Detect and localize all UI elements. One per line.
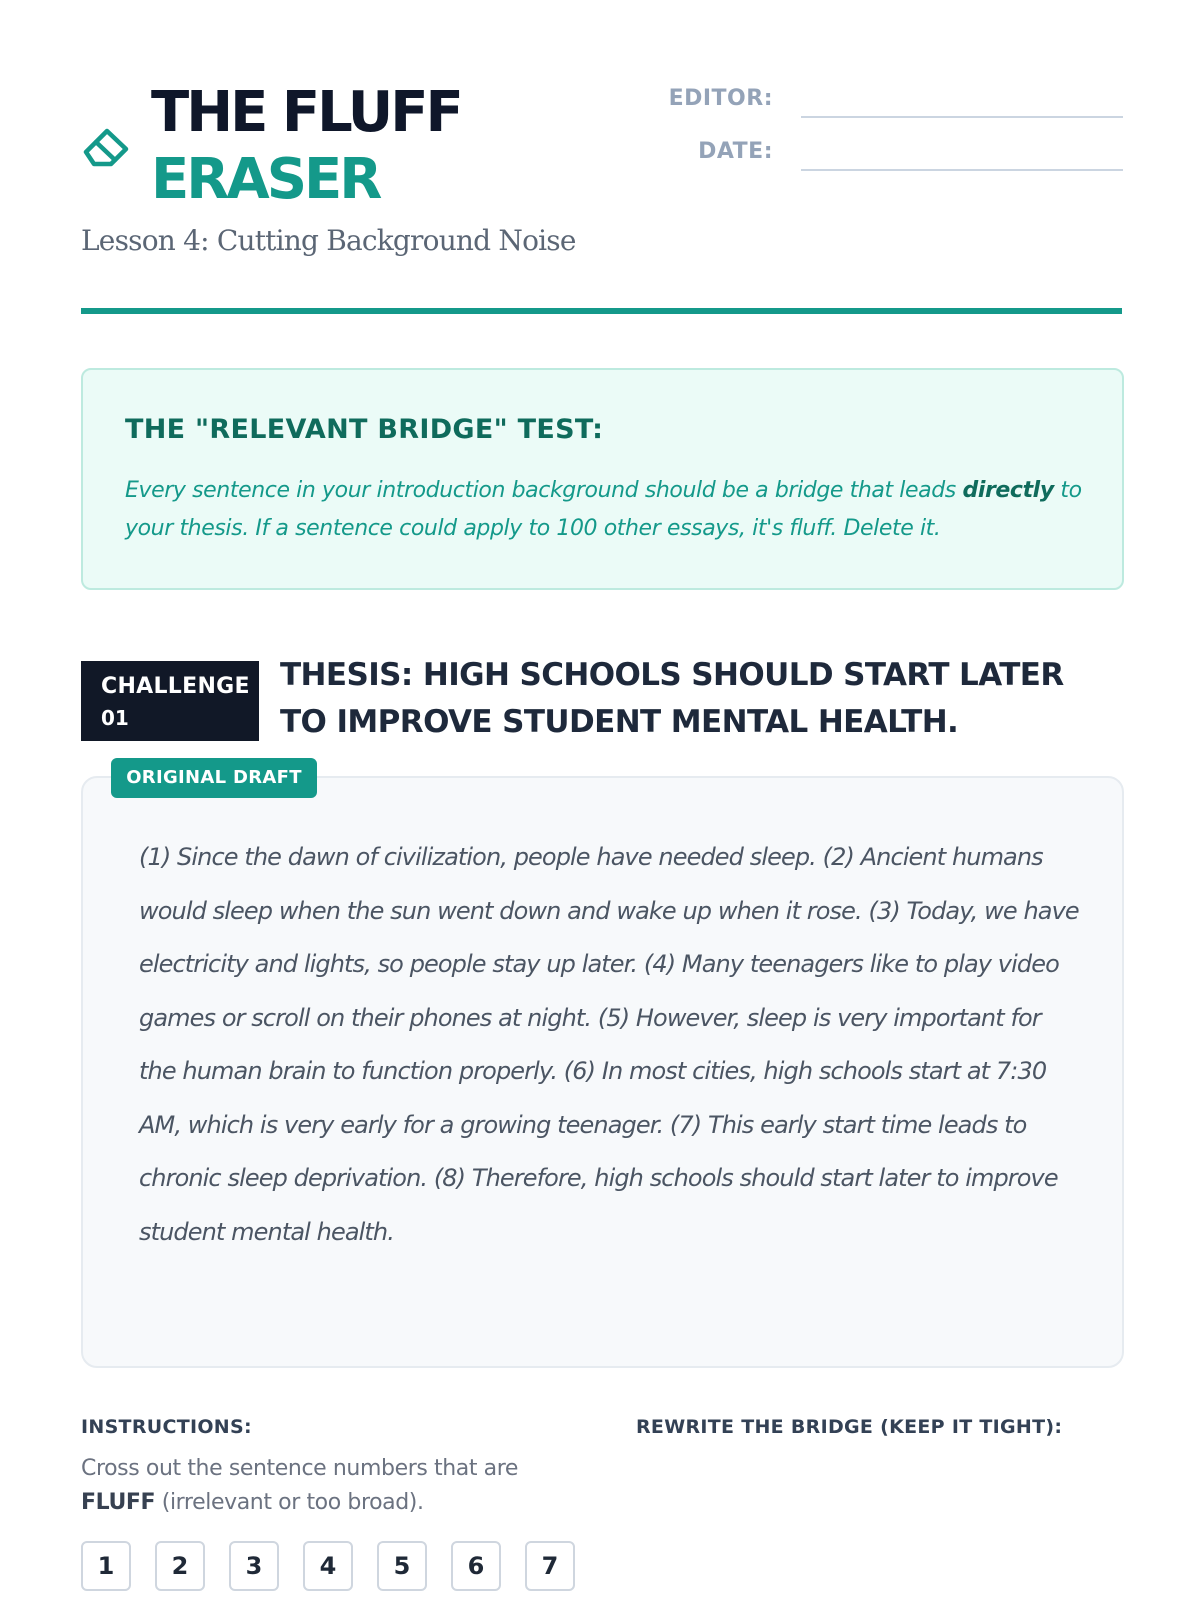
editor-label: EDITOR: (668, 86, 773, 111)
sentence-number-box[interactable]: 5 (377, 1541, 427, 1591)
eraser-icon (82, 125, 130, 169)
instructions-emphasis: FLUFF (81, 1490, 156, 1515)
sentence-number-box[interactable]: 4 (303, 1541, 353, 1591)
challenge-number: 01 (101, 706, 129, 730)
sentence-number-box[interactable]: 6 (451, 1541, 501, 1591)
lesson-subtitle: Lesson 4: Cutting Background Noise (81, 224, 576, 257)
sentence-number-box[interactable]: 7 (525, 1541, 575, 1591)
sentence-number-box[interactable]: 2 (155, 1541, 205, 1591)
instructions-label: INSTRUCTIONS: (81, 1416, 252, 1438)
tip-title: THE "RELEVANT BRIDGE" TEST: (125, 414, 604, 445)
rewrite-label: REWRITE THE BRIDGE (KEEP IT TIGHT): (636, 1416, 1063, 1438)
brand-title: THE FLUFF (151, 80, 461, 145)
sentence-number-box[interactable]: 1 (81, 1541, 131, 1591)
tip-text: Every sentence in your introduction background should be a bridge that leads directly to your thesis. If a sentence could apply to 100 other essays, it's fluff. Delete it. (125, 478, 1082, 541)
instructions-text: Cross out the sentence numbers that are FLUFF (irrelevant or too broad). (81, 1456, 519, 1515)
date-field[interactable] (801, 169, 1123, 171)
tip-emphasis: directly (962, 478, 1054, 503)
draft-label: ORIGINAL DRAFT (111, 758, 317, 798)
header-divider (81, 308, 1122, 314)
challenge-badge (81, 661, 259, 741)
thesis-heading: THESIS: HIGH SCHOOLS SHOULD START LATER TO IMPROVE STUDENT MENTAL HEALTH. (280, 657, 1064, 740)
editor-field[interactable] (801, 116, 1123, 118)
date-label: DATE: (698, 139, 773, 164)
brand-title-accent: ERASER (151, 147, 380, 212)
tip-box (81, 368, 1124, 590)
draft-paragraph: (1) Since the dawn of civilization, people have needed sleep. (2) Ancient humans would sleep when the sun went down and wake up when it rose. (3) Today, we have electricity and lights, so people stay up later. (4) Many teenagers like to play video games or scroll on their phones at night. (5) However, sleep is very important for the human brain to function properly. (6) In most cities, high schools start at 7:30 AM, which is very early for a growing teenager. (7) This early start time leads to chronic sleep deprivation. (8) Therefore, high schools should start later to improve student mental health. (139, 843, 1079, 1246)
sentence-number-box[interactable]: 3 (229, 1541, 279, 1591)
challenge-badge-label: CHALLENGE (101, 674, 250, 699)
